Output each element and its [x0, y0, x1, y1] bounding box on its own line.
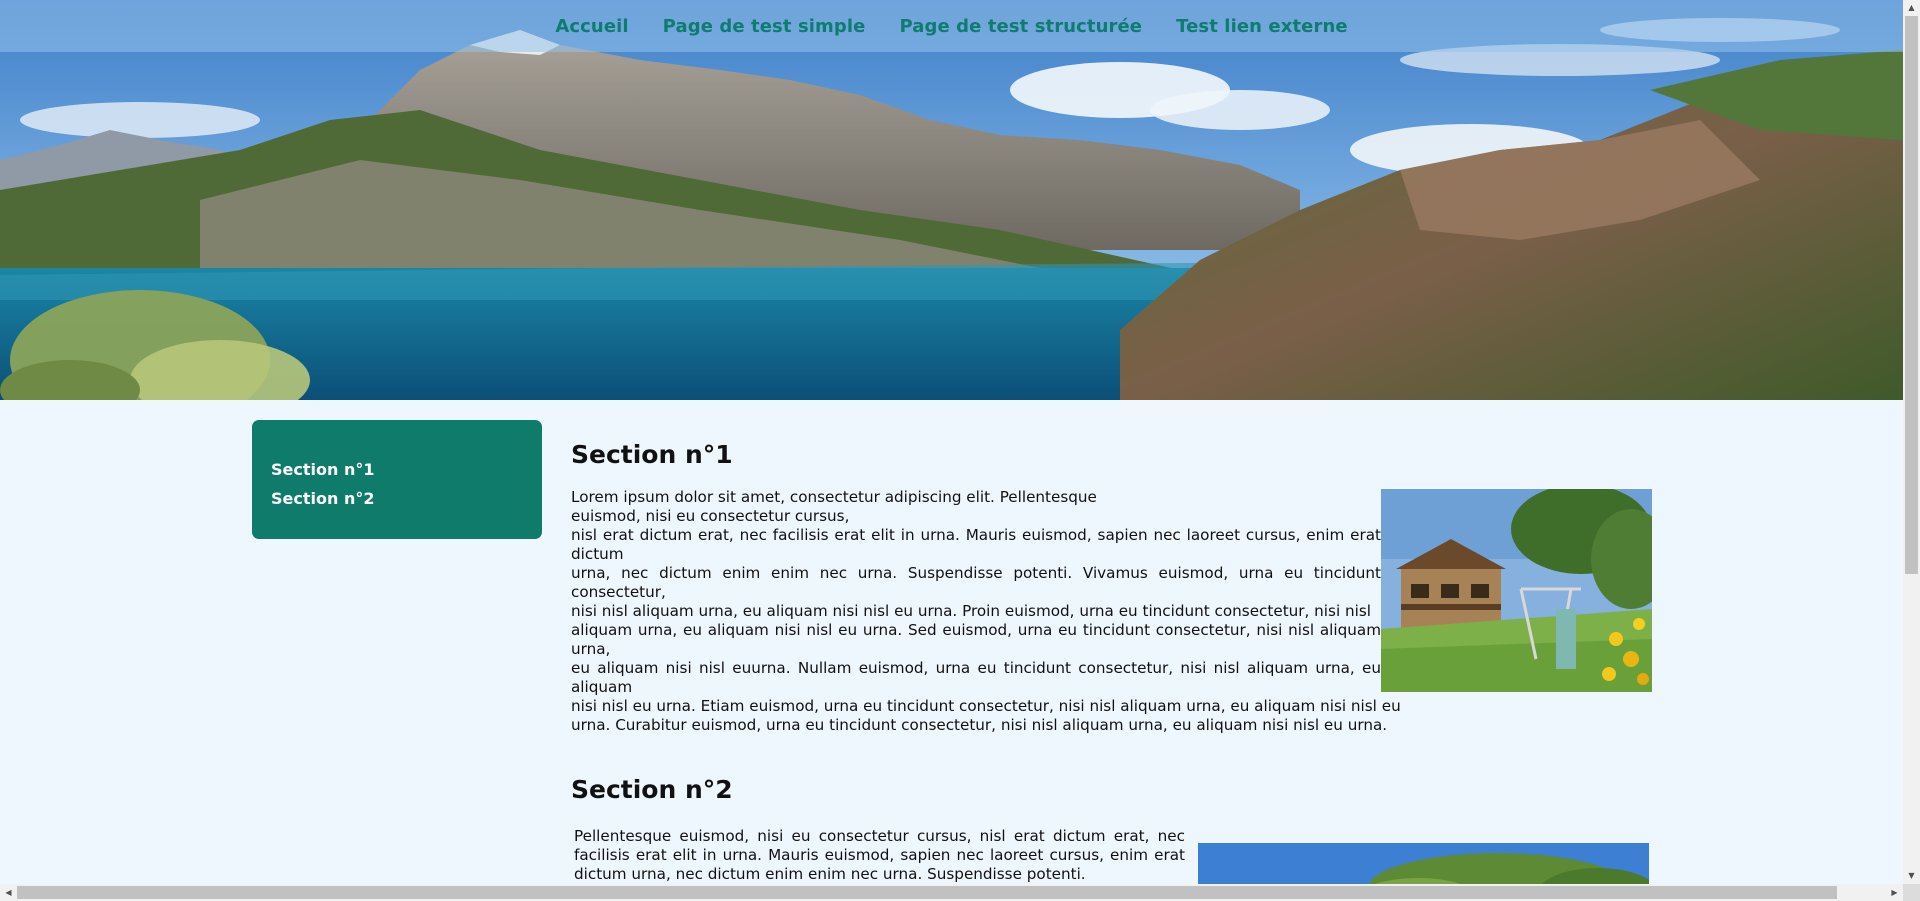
vertical-scrollbar[interactable]	[1903, 0, 1920, 884]
hero-banner-image	[0, 0, 1903, 400]
sidebar-link-section-2[interactable]: Section n°2	[271, 489, 375, 508]
section-1-line: urna, nec dictum enim enim nec urna. Suspendisse potenti. Vivamus euismod, urna eu tincidunt consectetur,	[571, 564, 1381, 601]
nav-link-test-lien-externe[interactable]: Test lien externe	[1176, 15, 1348, 37]
nav-link-accueil[interactable]: Accueil	[555, 15, 629, 37]
section-1-line: nisi nisl eu urna. Etiam euismod, urna eu tincidunt consectetur, nisi nisl aliquam urna, eu aliquam nisi nisl eu urna. Curabitur euismod, urna eu tincidunt consectetur, nisi nisl aliquam urna, eu aliquam nisi nisl eu urna.	[571, 697, 1401, 734]
section-1-line: aliquam urna, eu aliquam nisi nisl eu urna. Sed euismod, urna eu tincidunt consectetur, nisi nisl aliquam urna,	[571, 621, 1381, 658]
vertical-scrollbar-thumb[interactable]	[1905, 16, 1918, 574]
sidebar-link-section-1[interactable]: Section n°1	[271, 460, 375, 479]
scroll-right-arrow-icon[interactable]: ▶	[1891, 888, 1898, 897]
horizontal-scrollbar[interactable]	[0, 884, 1903, 901]
nav-link-page-de-test-structuree[interactable]: Page de test structurée	[899, 15, 1143, 37]
scroll-up-arrow-icon[interactable]: ▲	[1908, 3, 1915, 12]
nav-link-page-de-test-simple[interactable]: Page de test simple	[662, 15, 866, 37]
horizontal-scrollbar-thumb[interactable]	[17, 886, 1837, 899]
scrollbar-corner	[1903, 884, 1920, 901]
sidebar-section-menu	[252, 420, 542, 539]
section-2-body-text: Pellentesque euismod, nisi eu consectetur cursus, nisl erat dictum erat, nec facilisis erat elit in urna. Mauris euismod, sapien nec laoreet cursus, enim erat dictum urna, nec dictum enim enim nec urna. Suspendisse potenti.	[574, 827, 1185, 883]
garden-image	[1198, 843, 1649, 884]
scroll-down-arrow-icon[interactable]: ▼	[1908, 871, 1915, 880]
section-1-line: eu aliquam nisi nisl euurna. Nullam euismod, urna eu tincidunt consectetur, nisi nisl aliquam urna, eu aliquam	[571, 659, 1381, 696]
section-1-line: nisl erat dictum erat, nec facilisis erat elit in urna. Mauris euismod, sapien nec laoreet cursus, enim erat dictum	[571, 526, 1381, 563]
section-1-line: Lorem ipsum dolor sit amet, consectetur adipiscing elit. Pellentesque euismod, nisi eu consectetur cursus,	[571, 488, 1097, 525]
top-navigation	[0, 0, 1903, 52]
section-1-body-text	[571, 488, 1439, 735]
scroll-left-arrow-icon[interactable]: ◀	[5, 888, 12, 897]
section-1-title: Section n°1	[571, 440, 733, 469]
section-2-title: Section n°2	[571, 775, 733, 804]
section-1-line: nisi nisl aliquam urna, eu aliquam nisi nisl eu urna. Proin euismod, urna eu tincidunt consectetur, nisi nisl	[571, 602, 1371, 620]
